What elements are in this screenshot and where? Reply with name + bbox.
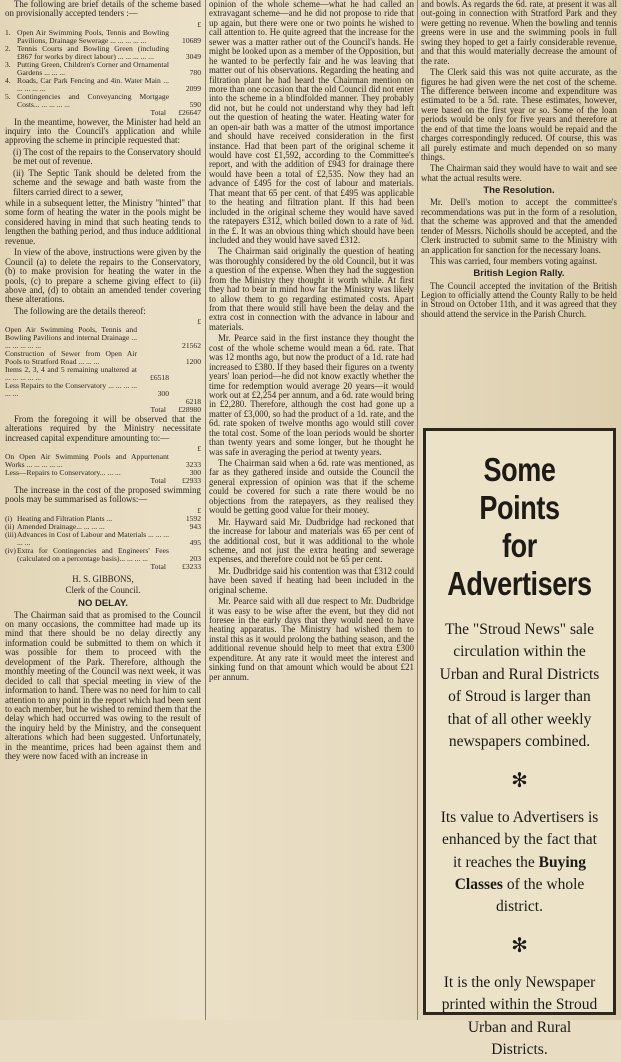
item-amount: 300 (189, 468, 201, 478)
column-rule (417, 0, 418, 1020)
paragraph: Mr. Dudbridge said his contention was that £312 could have been saved if heating had been included in the original scheme. (209, 565, 414, 595)
item-amount: 3049 (185, 51, 201, 61)
item-amount: 21562 (182, 341, 201, 351)
item-amount: 495 (189, 537, 201, 547)
total-amount: £2933 (182, 476, 201, 486)
intro-paragraph: The following are brief details of the scheme based on provisionally accepted tenders :— (5, 0, 201, 19)
item-amount (169, 382, 201, 398)
tender-details-table (5, 21, 201, 117)
paragraph: opinion of the whole scheme—what he had called an extravagant scheme—and he did not propose to ride that up again, but there were one or two points he wished to call attention to. He quite agreed that the increase for the sewer was a matter rather out of the Council's hands. He might be looked upon as a member of the Opposition, but he wanted to be perfectly fair and he was leaving that matter out of his observations. Regarding the heating and filtration plant he had heard the Chairman mention on more than one occasion that the old Council did not enter into the scheme in a blindfolded manner. They probably did not, but he could not understand why they had left out the question of heating the water. Heating water for an open-air bath was a matter of the utmost importance and should have received consideration in the first instance. Had that been part of the original scheme it would have cost £1,592, according to the Committee's report, and with the addition of £943 for drainage there would have been a total of £2,535. Now they had an advance of £495 for the cost of labour and materials. That meant that 65 per cent. of that £495 was applicable to the heating and filtration plant. If this had been included in the original scheme they would have saved the ratepayers £312, which boiled down to a rate of ¾d. in the £. It was an obvious thing which should have been included and they would have saved £312. (209, 0, 414, 245)
paragraph: Mr. Hayward said Mr. Dudbridge had reckoned that the increase for labour and materials was 65 per cent of the additional cost, but it was additional to the whole scheme, and not just the extra heating and sewerage expenses, and therefore could not be 65 per cent. (209, 516, 414, 565)
paragraph: The Chairman said when a 6d. rate was mentioned, as far as they gathered inside and outside the Council the general expression of opinion was that if the scheme could be covered for such a rate there would be no objections from the ratepayers, as they realised they would be getting good value for their money. (209, 458, 414, 516)
item-description: Contingencies and Conveyancing Mortgage Costs... ... ... ... ... (17, 91, 169, 109)
currency-symbol: £ (197, 317, 201, 327)
item-description: Tennis Courts and Bowling Green (including £867 for works by direct labour) ... ... ... ... ... (17, 43, 169, 61)
paragraph: From the foregoing it will be observed that the alterations required by the Ministry necessitate increased capital expenditure amounting to:— (5, 413, 201, 443)
paragraph: The Clerk said this was not quite accurate, as the figures he had given were the net cost of the scheme. The difference between income and expenditure was estimated to be a 5d. rate. These estimates, however, were based on the first year or so. Some of the loan periods would be only for five years and therefore at the end of that time the loans would be repaid and the charges correspondingly reduced. Of course, this was all purely estimate and much depended on so many things. (421, 67, 617, 162)
total-amount: £28980 (178, 404, 201, 414)
item-amount: 6218 (185, 396, 201, 406)
total-label: Total (150, 561, 166, 571)
item-description: Amended Drainage... ... ... ... (17, 521, 105, 531)
star-ornament-icon: ✻ (511, 934, 528, 957)
total-label: Total (150, 476, 166, 486)
request-item: (ii) The Septic Tank should be deleted from the scheme and the sewage and bath waste from the filters carried direct to a sewer, (13, 167, 201, 197)
paragraph: The Chairman said originally the question of heating was thoroughly considered by the old Council, but it was a question of the expense. When they had the suggestion from the Ministry they thought it worth while. At first they had to bear in mind how far the Ministry was likely to allow them to go regarding estimated costs. Apart from that there would still have been the delay and the extra cost in connection with the advance in labour and materials. (209, 246, 414, 332)
table-row (5, 29, 201, 45)
currency-symbol: £ (197, 505, 201, 515)
total-label: Total (150, 107, 166, 117)
item-amount: 3233 (185, 460, 201, 470)
item-number: 3. (5, 59, 11, 69)
item-amount: 1200 (185, 357, 201, 367)
advertisement-box (423, 428, 616, 1059)
item-amount: 943 (189, 521, 201, 531)
item-number: (iii) (5, 529, 17, 539)
increase-table (5, 445, 201, 485)
signature-name: H. S. GIBBONS, (72, 573, 134, 584)
item-description: Extra for Contingencies and Engineers' Fees (calculated on a percentage basis)... ... ... ... (17, 545, 169, 563)
item-amount: 780 (189, 67, 201, 77)
column-rule (205, 0, 206, 1020)
request-item: (i) The cost of the repairs to the Conservatory should be met out of revenue. (13, 146, 201, 167)
advertisement-title-line: for Advertisers (447, 526, 592, 602)
total-amount: £3233 (182, 561, 201, 571)
table-row (5, 61, 201, 77)
advertisement-title (443, 451, 596, 603)
item-description: Roads, Car Park Fencing and 4in. Water Main ... ... ... ... ... (17, 75, 169, 93)
column-two (209, 0, 414, 1020)
paragraph: The Council accepted the invitation of the British Legion to officially attend the County Rally to be held in Stroud on October 11th, and it was agreed that they should attend the service in the Parish Church. (421, 280, 617, 319)
paragraph: Mr. Pearce said in the first instance they thought the cost of the whole scheme would mean a 6d. rate. That was 12 months ago, but now the product of a 1d. rate had increased to £380. If they based their figures on a twenty years' loan period—he did not know exactly whether the time for redemption would average 20 years—it would work out at £2,254 per annum, and a 6d. rate would bring in £2,280. Therefore, although the cost had gone up a matter of £3,000, so had the product of a 1d. rate, and the 6d. rate spoken of twelve months ago would still cover the total cost. Some of the loan periods would be shorter than twenty years and some longer, but he thought he was safe in averaging the period at twenty years. (209, 333, 414, 457)
item-number: (i) (5, 513, 13, 523)
item-amount: 10689 (182, 35, 201, 45)
table-row (5, 547, 201, 563)
advertisement-paragraph: The "Stroud News" sale circulation within the Urban and Rural Districts of Stroud is larger than that of all other weekly newspapers combined. (439, 620, 600, 751)
item-description: Putting Green, Children's Corner and Ornamental Gardens ... ... ... (17, 59, 169, 77)
advertisement-title-line: Some Points (479, 451, 560, 526)
paragraph: The increase in the cost of the proposed swimming pools may be summarised as follows:— (5, 485, 201, 505)
table-row (5, 453, 201, 469)
paragraph: In the meantime, however, the Minister had held an inquiry into the Council's application and while approving the scheme in principle requested that: (5, 116, 201, 146)
table-row (5, 531, 201, 547)
advertisement-paragraph (438, 807, 601, 919)
item-number: 2. (5, 43, 11, 53)
table-row (5, 45, 201, 61)
item-amount: 1592 (185, 513, 201, 523)
table-row (5, 77, 201, 93)
item-amount (137, 350, 169, 366)
item-description: Advances in Cost of Labour and Materials ... ... ... ... ... (17, 529, 169, 547)
section-heading: The Resolution. (483, 185, 555, 197)
table-row (5, 326, 201, 350)
item-number: (iv) (5, 545, 16, 555)
item-amount: 203 (189, 553, 201, 563)
paragraph: Mr. Dell's motion to accept the committee's recommendations was put in the form of a resolution, that the scheme was approved and that the amended tender of Messrs. Nicholls should be accepted, and the Clerk instructed to submit same to the Ministry with an application for sanction for the necessary loans. (421, 197, 617, 255)
section-heading: NO DELAY. (78, 597, 128, 609)
buying-classes-text: Buying Classes (454, 853, 587, 893)
item-amount (137, 326, 169, 350)
advertisement-paragraph: It is the only Newspaper printed within the Stroud Urban and Rural Districts. (441, 973, 598, 1059)
table-row (5, 366, 201, 382)
item-description: On Open Air Swimming Pools and Appurtenant Works ... ... ... ... ... (5, 452, 169, 470)
currency-symbol: £ (197, 19, 201, 29)
table-row (5, 350, 201, 366)
advertisement-text: of the whole district. (496, 875, 585, 916)
item-description: Construction of Sewer from Open Air Pools to Stratford Road ... ... ... (5, 349, 137, 367)
item-description: Less—Repairs to Conservatory... ... ... (5, 468, 121, 478)
item-number: (ii) (5, 521, 15, 531)
item-description: Items 2, 3, 4 and 5 remaining unaltered at ... ... ... ... ... (5, 365, 137, 383)
item-number: 5. (5, 91, 11, 101)
total-amount: £26647 (178, 107, 201, 117)
paragraph: The Chairman said that as promised to the Council on many occasions, the committee had made up its mind that there should be no delay directly any information could be submitted to them on which it was possible for them to proceed with the development of the Park. Therefore, although the monthly meeting of the Council was next week, it was decided to call that special meeting in view of the information to hand. There was no need for him to call attention to any point in the report which had been sent to each member, but he wished to remind them that the delay which had occurred was owing to the result of the inquiry held by the Ministry, and the consequent alterations which had been suggested. Unfortunately, in the meantime, prices had been against them and they were now faced with an increase in (5, 609, 201, 762)
column-one (5, 0, 201, 1020)
item-description: Less Repairs to the Conservatory ... ... ... ... ... ... (5, 381, 137, 398)
item-description (5, 398, 137, 406)
item-amount: 590 (189, 99, 201, 109)
signature-title: Clerk of the Council. (65, 585, 141, 596)
table-row (5, 382, 201, 398)
item-description: Open Air Swimming Pools, Tennis and Bowling Pavilions, Drainage Sewerage ... ... ... ... ... (17, 27, 169, 45)
section-heading: British Legion Rally. (473, 268, 565, 280)
paragraph: and bowls. As regards the 6d. rate, at present it was all out-going in connection with Stratford Park and they were getting no revenue. When the bowling and tennis greens were in use and the swimming pools in full swing they hoped to get a fairly considerable revenue, and that this would materially decrease the amount of the rate. (421, 0, 617, 66)
paragraph: This was carried, four members voting against. (430, 256, 598, 266)
paragraph: Mr. Pearce said with all due respect to Mr. Dudbridge it was easy to be wise after the event, but they did not foresee in the early days that they would need to have heating apparatus. The Ministry had wished them to instal this as it would prolong the bathing season, and the additional revenue should help to meet that extra £300 expenditure. At any rate it would meet the interest and sinking fund on that amount which would be about £21 per annum. (209, 596, 414, 682)
paragraph: In view of the above, instructions were given by the Council (a) to delete the repairs to the Conservatory, (b) to make provision for heating the water in the pools, (c) to prepare a scheme giving effect to (ii) above and, (d) to obtain an amended tender covering these alterations. (5, 247, 201, 305)
item-description: Heating and Filtration Plants ... (17, 513, 113, 523)
item-amount: £6518 (150, 373, 169, 383)
paragraph: The following are the details thereof: (14, 305, 146, 316)
item-amount: 300 (157, 388, 169, 398)
item-number: 4. (5, 75, 11, 85)
amended-details-table (5, 318, 201, 414)
currency-symbol: £ (197, 444, 201, 454)
advertisement-text: Its value to Advertisers is enhanced by the fact that it reaches the (440, 808, 599, 871)
table-row (5, 93, 201, 109)
paragraph: The Chairman said they would have to wait and see what the actual results were. (421, 163, 617, 183)
table-row (5, 469, 201, 477)
table-row (5, 398, 201, 406)
summary-table (5, 507, 201, 571)
paragraph: while in a subsequent letter, the Ministry "hinted" that some form of heating the water in the pools might be considered having in mind that such heating tends to lengthen the bathing period, and thus induce additional revenue. (5, 198, 201, 246)
item-amount: 2099 (185, 83, 201, 93)
item-amount (169, 366, 201, 382)
item-number: 1. (5, 27, 11, 37)
total-label: Total (150, 404, 166, 414)
item-description: Open Air Swimming Pools, Tennis and Bowling Pavilions and internal Drainage ... ... ... ... ... ... (5, 325, 137, 351)
star-ornament-icon: ✻ (511, 769, 528, 792)
